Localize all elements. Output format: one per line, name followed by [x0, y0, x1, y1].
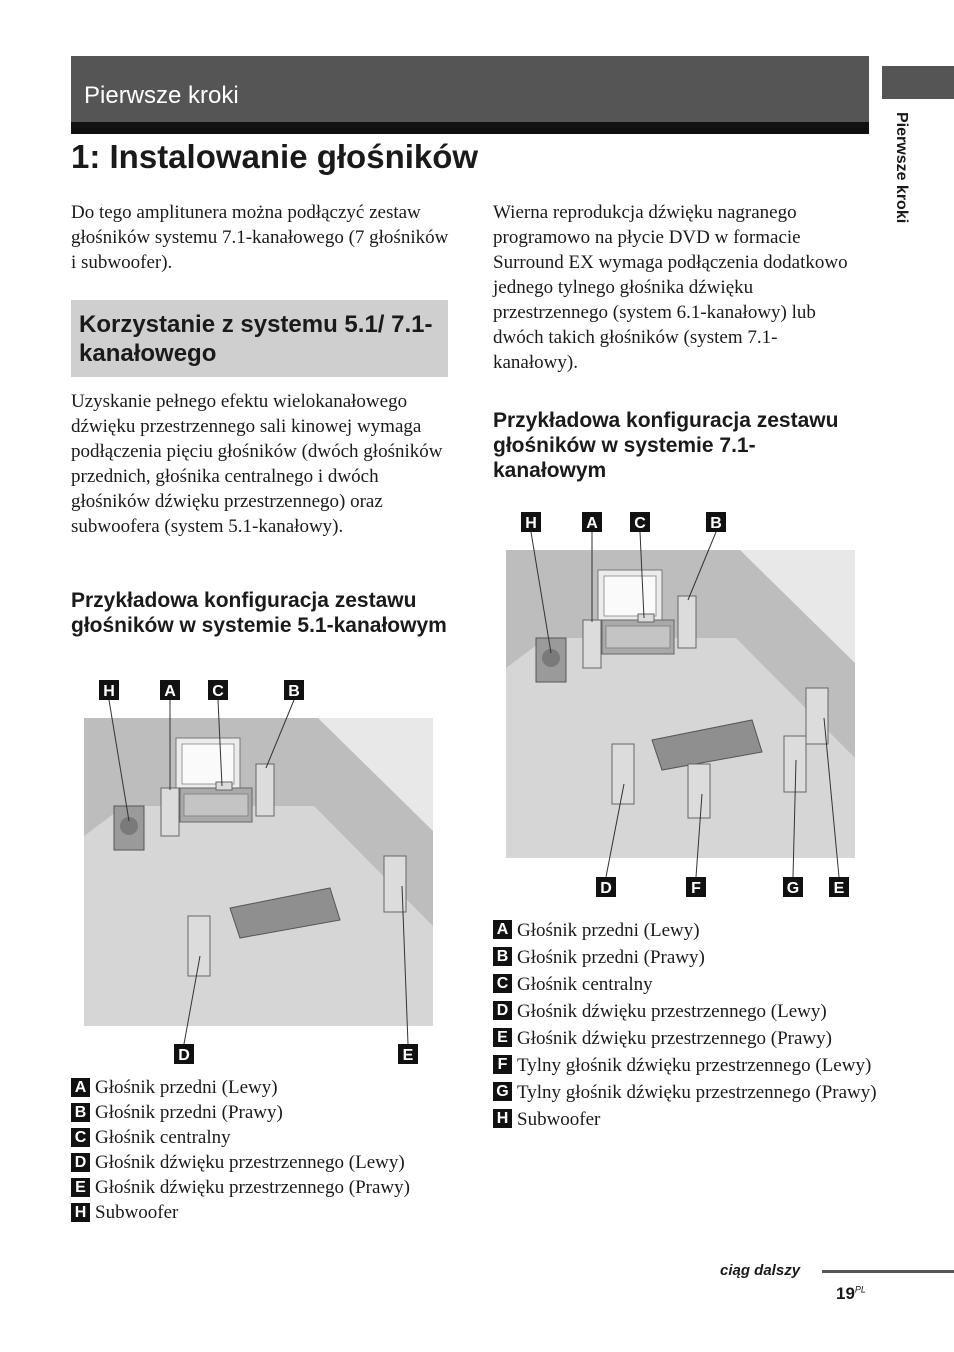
legend-text: Głośnik dźwięku przestrzennego (Lewy) [95, 1152, 405, 1173]
diagram71-label-g: G [786, 880, 800, 897]
legend-71 [493, 917, 878, 1133]
paragraph-51: Uzyskanie pełnego efektu wielokanałowego dźwięku przestrzennego sali kinowej wymaga podłączenia pięciu głośników (dwóch głośników przednich, głośnika centralnego i dwóch głośników dźwięku przestrzennego) oraz subwoofera (system 5.1-kanałowy). [71, 391, 443, 537]
legend-key: H [493, 1109, 512, 1128]
legend-item [493, 971, 878, 998]
legend-key: E [71, 1178, 90, 1197]
legend-item [71, 1200, 461, 1225]
diagram71-label-a: A [586, 515, 598, 532]
diagram51-label-b: B [288, 683, 300, 700]
footer-rule [822, 1270, 954, 1273]
legend-key: H [71, 1203, 90, 1222]
subhead-71: Przykładowa konfiguracja zestawu głośników w systemie 7.1-kanałowym [493, 409, 839, 482]
continued-label: ciąg dalszy [720, 1262, 801, 1279]
legend-item [493, 1052, 878, 1079]
page-number-suffix: PL [854, 1284, 866, 1295]
legend-key: D [71, 1153, 90, 1172]
legend-text: Głośnik dźwięku przestrzennego (Prawy) [95, 1177, 410, 1198]
legend-key: C [71, 1128, 90, 1147]
legend-item [493, 1079, 878, 1106]
diagram71-label-f: F [691, 880, 701, 897]
legend-item [493, 1106, 878, 1133]
legend-key: A [493, 920, 512, 939]
legend-51 [71, 1075, 461, 1225]
legend-text: Głośnik przedni (Prawy) [517, 947, 705, 968]
legend-item [71, 1100, 461, 1125]
paragraph-surround-ex: Wierna reprodukcja dźwięku nagranego programowo na płycie DVD w formacie Surround EX wymaga podłączenia dodatkowo jednego tylnego głośnika dźwięku przestrzennego (system 6.1-kanałowy) lub dwóch takich głośników (system 7.1-kanałowy). [493, 202, 848, 373]
subsection-box [71, 300, 448, 377]
legend-key: B [493, 947, 512, 966]
legend-text: Subwoofer [95, 1202, 179, 1223]
diagram71-label-e: E [833, 880, 845, 897]
legend-key: B [71, 1103, 90, 1122]
legend-item [71, 1175, 461, 1200]
legend-item [493, 998, 878, 1025]
legend-key: E [493, 1028, 512, 1047]
section-banner [71, 56, 869, 134]
legend-text: Głośnik dźwięku przestrzennego (Prawy) [517, 1028, 832, 1049]
legend-text: Subwoofer [517, 1109, 601, 1130]
legend-item [493, 944, 878, 971]
speaker-diagram-51 [84, 676, 436, 1068]
legend-text: Głośnik dźwięku przestrzennego (Lewy) [517, 1001, 827, 1022]
side-tab-bar [882, 66, 954, 99]
legend-key: D [493, 1001, 512, 1020]
diagram51-label-a: A [164, 683, 176, 700]
diagram51-label-d: D [178, 1047, 190, 1064]
legend-item [71, 1075, 461, 1100]
legend-text: Tylny głośnik dźwięku przestrzennego (Lewy) [517, 1055, 872, 1076]
diagram71-label-b: B [710, 515, 722, 532]
legend-text: Tylny głośnik dźwięku przestrzennego (Prawy) [517, 1082, 877, 1103]
legend-item [71, 1125, 461, 1150]
diagram51-label-c: C [212, 683, 224, 700]
legend-key: C [493, 974, 512, 993]
diagram51-label-e: E [402, 1047, 414, 1064]
legend-text: Głośnik przedni (Prawy) [95, 1102, 283, 1123]
legend-item [493, 1025, 878, 1052]
legend-text: Głośnik przedni (Lewy) [517, 920, 700, 941]
speaker-diagram-71 [506, 508, 858, 902]
legend-text: Głośnik centralny [95, 1127, 231, 1148]
diagram51-label-h: H [103, 683, 115, 700]
legend-item [71, 1150, 461, 1175]
diagram71-label-h: H [525, 515, 537, 532]
legend-key: F [493, 1055, 512, 1074]
subhead-51: Przykładowa konfiguracja zestawu głośników w systemie 5.1-kanałowym [71, 589, 447, 637]
subsection-title: Korzystanie z systemu 5.1/ 7.1-kanałowego [79, 311, 433, 367]
diagram71-label-d: D [600, 880, 612, 897]
legend-key: G [493, 1082, 512, 1101]
legend-item [493, 917, 878, 944]
page-number [836, 1284, 866, 1304]
section-title: Pierwsze kroki [84, 82, 239, 109]
side-tab-label: Pierwsze kroki [893, 112, 910, 224]
legend-key: A [71, 1078, 90, 1097]
page-number-value: 19 [836, 1284, 855, 1303]
intro-paragraph: Do tego amplitunera można podłączyć zestaw głośników systemu 7.1-kanałowego (7 głośników i subwoofer). [71, 202, 449, 273]
legend-text: Głośnik przedni (Lewy) [95, 1077, 278, 1098]
legend-text: Głośnik centralny [517, 974, 653, 995]
page-title: 1: Instalowanie głośników [71, 138, 479, 175]
diagram71-label-c: C [634, 515, 646, 532]
